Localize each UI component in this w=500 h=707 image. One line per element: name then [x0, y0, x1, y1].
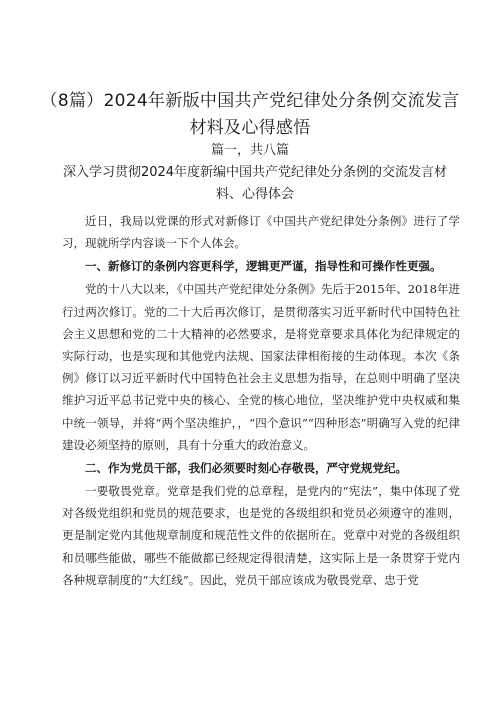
article-subtitle: 深入学习贯彻2024年度新编中国共产党纪律处分条例的交流发言材料、心得体会	[62, 165, 448, 202]
section-heading-2: 二、作为党员干部，我们必须要时刻心存敬畏，严守党规党纪。	[85, 461, 407, 476]
body-paragraph-2: 一要敬畏党章。党章是我们党的总章程，是党内的“宪法”，集中体现了党对各级党组织和党员的规范要求，也是党的各级组织和党员必须遵守的准则，更是制定党内其他规章制度和规范性文件的依据所在。党章中对党的各级组织和员哪些能做，哪些不能做都已经规定得很清楚，这实际上是一条贯穿于党内各种规章制度的“大红线”。因此，党员干部应该成为敬畏党章、忠于党	[62, 484, 460, 587]
section-heading-1: 一、新修订的条例内容更科学，逻辑更严谨，指导性和可操作性更强。	[85, 259, 442, 274]
body-paragraph-1: 党的十八大以来，《中国共产党纪律处分条例》先后于2015年、2018年进行过两次修订。党的二十大后再次修订，是贯彻落实习近平新时代中国特色社会主义思想和党的二十大精神的必然要求，是将党章要求具体化为纪律规定的实际行动，也是实现和其他党内法规、国家法律相衔接的生动体现。本次《条例》修订以习近平新时代中国特色社会主义思想为指导，在总则中明确了坚决维护习近平总书记党中央的核心、全党的核心地位，坚决维护党中央权威和集中统一领导，并将“两个坚决维护，，“四个意识”“四种形态”明确写入党的纪律建设必须坚持的原则，具有十分重大的政治意义。	[62, 282, 460, 452]
document-title: （8篇）2024年新版中国共产党纪律处分条例交流发言材料及心得感悟	[40, 91, 460, 138]
intro-paragraph: 近日，我局以党课的形式对新修订《中国共产党纪律处分条例》进行了学习，现就所学内容谈一下个人体会。	[62, 214, 460, 251]
article-body	[62, 210, 460, 591]
section-title: 篇一，共八篇	[210, 143, 289, 158]
